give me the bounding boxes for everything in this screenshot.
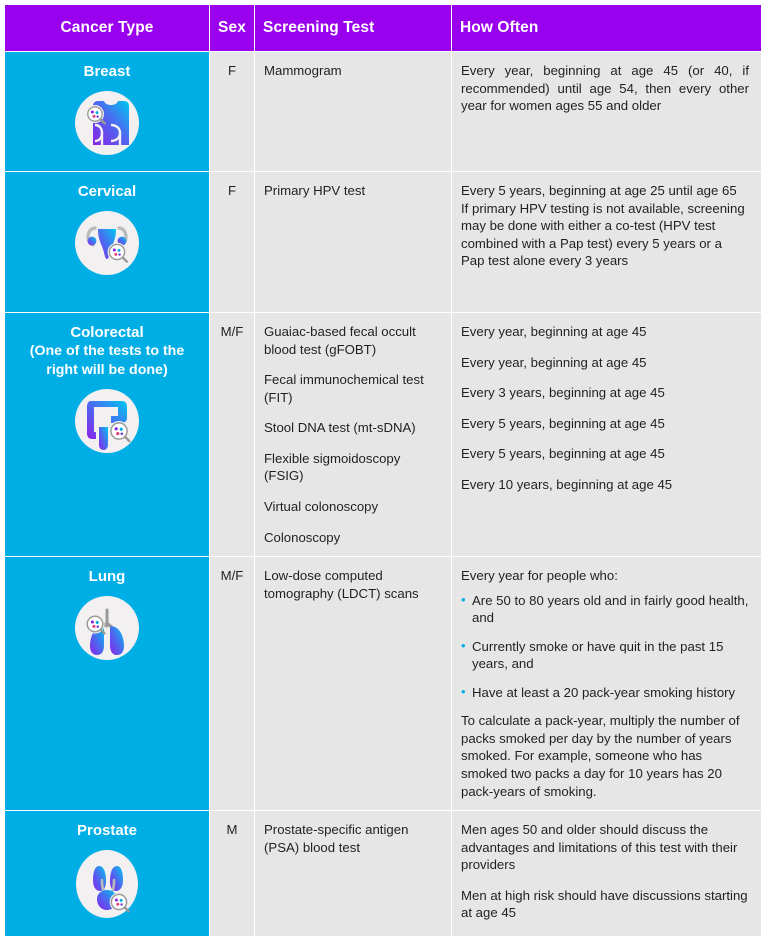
how-often-paragraph: Every year, beginning at age 45 (or 40, if recommended) until age 54, then every other year for women ages 55 and older: [461, 63, 749, 114]
test-item: Stool DNA test (mt-sDNA): [264, 420, 416, 436]
cancer-type-cell-breast: [5, 52, 209, 171]
table-row: [5, 52, 761, 171]
how-often-paragraph: Every year, beginning at age 45: [461, 324, 647, 340]
breast-screening-icon: [71, 87, 143, 159]
list-item: • Are 50 to 80 years old and in fairly good health, and: [461, 592, 749, 627]
column-header-cancer-type: Cancer Type: [5, 5, 209, 51]
cancer-type-label: Prostate: [76, 822, 138, 840]
how-often-footer-paragraph: To calculate a pack-year, multiply the number of packs smoked per day by the number of years smoked. For example, someone who has smoked two packs a day for 10 years has 20 pack-years of smoking.: [461, 713, 740, 799]
screening-test-cell-cervical: [255, 172, 451, 312]
list-item: • Have at least a 20 pack-year smoking history: [461, 684, 749, 702]
how-often-cell-breast: [452, 52, 761, 171]
cancer-type-cell-prostate: [5, 811, 209, 936]
test-item: Virtual colonoscopy: [264, 499, 379, 515]
test-item: Fecal immunochemical test (FIT): [264, 372, 424, 405]
colorectal-screening-icon: [71, 385, 143, 457]
screening-test-cell-prostate: [255, 811, 451, 936]
table-header: [5, 5, 761, 51]
test-item: Guaiac-based fecal occult blood test (gFOBT): [264, 324, 416, 357]
sex-cell-cervical: F: [210, 172, 254, 312]
table-row: [5, 811, 761, 936]
how-often-paragraph: Every 5 years, beginning at age 45: [461, 415, 665, 431]
table-row: [5, 172, 761, 312]
how-often-cell-lung: [452, 557, 761, 810]
test-item: Prostate-specific antigen (PSA) blood test: [264, 822, 409, 855]
how-often-cell-colorectal: [452, 313, 761, 556]
how-often-cell-prostate: [452, 811, 761, 936]
sex-cell-colorectal: M/F: [210, 313, 254, 556]
cancer-type-cell-cervical: [5, 172, 209, 312]
column-header-how-often: How Often: [452, 5, 761, 51]
cancer-screening-table: [4, 4, 762, 937]
sex-cell-prostate: M: [210, 811, 254, 936]
how-often-paragraph: Every 3 years, beginning at age 45: [461, 385, 665, 401]
screening-test-cell-breast: [255, 52, 451, 171]
cancer-type-note: (One of the tests to the right will be done): [29, 343, 185, 378]
how-often-paragraph: If primary HPV testing is not available, screening may be done with either a co-test (HPV test combined with a Pap test) every 5 years or a Pap test alone every 3 years: [461, 200, 745, 269]
prostate-screening-icon: [71, 846, 143, 924]
test-item: Mammogram: [264, 63, 342, 78]
table-body: [5, 52, 761, 936]
cancer-type-label: Lung: [88, 568, 126, 586]
how-often-bullet-list: [461, 592, 749, 702]
cancer-type-label: Colorectal: [70, 324, 144, 342]
list-item: • Currently smoke or have quit in the past 15 years, and: [461, 638, 749, 673]
test-item: Low-dose computed tomography (LDCT) scans: [264, 568, 419, 601]
column-header-sex: Sex: [210, 5, 254, 51]
how-often-paragraph: Every year, beginning at age 45: [461, 354, 647, 370]
how-often-paragraph: Every 5 years, beginning at age 45: [461, 446, 665, 462]
test-item: Primary HPV test: [264, 183, 366, 199]
header-row: [5, 5, 761, 51]
table-row: [5, 557, 761, 810]
cancer-type-cell-lung: [5, 557, 209, 810]
sex-cell-lung: M/F: [210, 557, 254, 810]
test-item: Colonoscopy: [264, 529, 341, 545]
how-often-paragraph: Every 5 years, beginning at age 25 until age 65: [461, 183, 737, 199]
how-often-paragraph: Men at high risk should have discussions starting at age 45: [461, 887, 748, 921]
screening-test-cell-lung: [255, 557, 451, 810]
how-often-paragraph: Every 10 years, beginning at age 45: [461, 476, 673, 492]
table-row: [5, 313, 761, 556]
how-often-cell-cervical: [452, 172, 761, 312]
column-header-screening-test: Screening Test: [255, 5, 451, 51]
lung-screening-icon: [71, 592, 143, 664]
test-item: Flexible sigmoidoscopy (FSIG): [264, 450, 401, 484]
how-often-paragraph: Men ages 50 and older should discuss the advantages and limitations of this test with their providers: [461, 822, 738, 873]
sex-cell-breast: F: [210, 52, 254, 171]
cervical-screening-icon: [71, 207, 143, 279]
how-often-paragraph: Every year for people who:: [461, 568, 618, 584]
screening-test-cell-colorectal: [255, 313, 451, 556]
cancer-type-cell-colorectal: [5, 313, 209, 556]
cancer-type-label: Cervical: [77, 183, 137, 201]
cancer-type-label: Breast: [83, 63, 131, 80]
